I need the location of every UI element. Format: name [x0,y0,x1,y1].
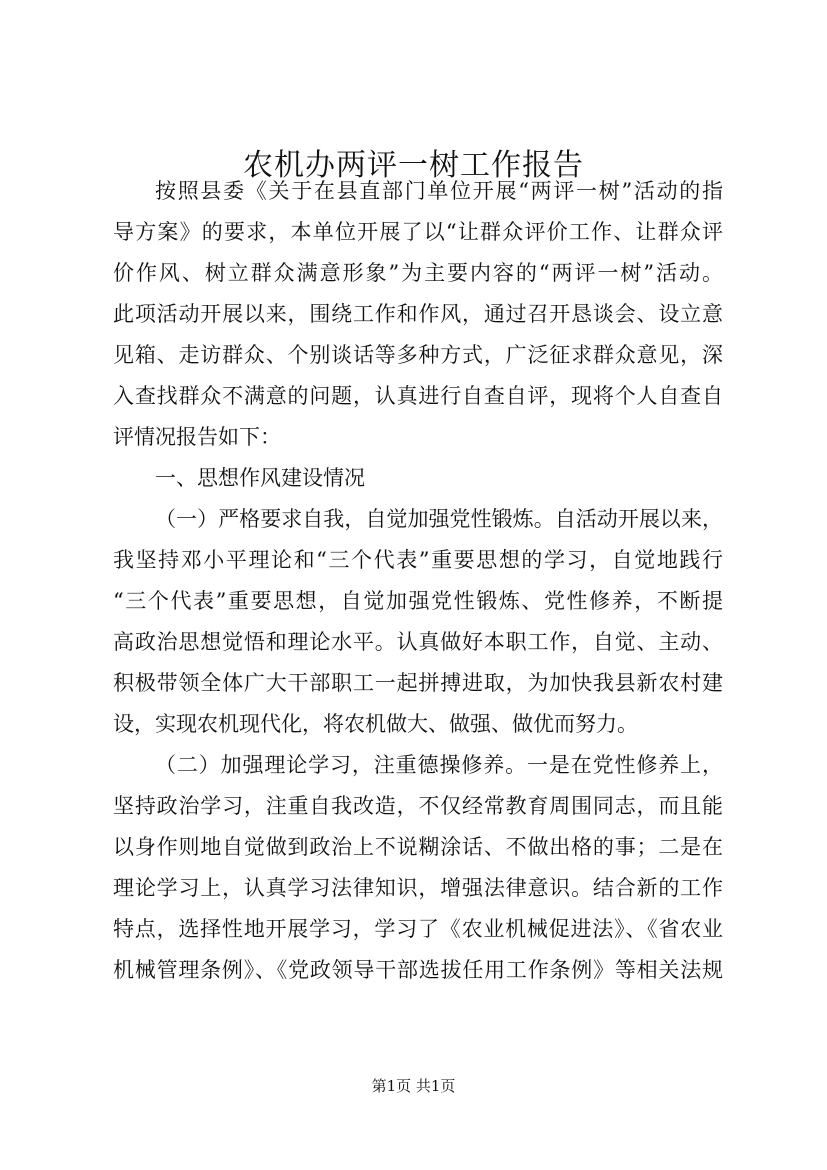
paragraph-line: 以身作则地自觉做到政治上不说糊涂话、不做出格的事；二是在 [113,835,723,859]
paragraph-line: 积极带领全体广大干部职工一起拼搏进取，为加快我县新农村建 [113,671,723,695]
paragraph-line: “三个代表”重要思想，自觉加强党性锻炼、党性修养，不断提 [113,589,723,613]
paragraph-line: 我坚持邓小平理论和“三个代表”重要思想的学习，自觉地践行 [113,548,723,572]
paragraph-line: 坚持政治学习，注重自我改造，不仅经常教育周围同志，而且能 [113,794,723,818]
paragraph-line: 此项活动开展以来，围绕工作和作风，通过召开恳谈会、设立意 [113,302,723,326]
paragraph-line: 见箱、走访群众、个别谈话等多种方式，广泛征求群众意见，深 [113,343,723,367]
page-footer: 第1页 共1页 [371,1077,456,1095]
document-title: 农机办两评一树工作报告 [243,148,584,183]
paragraph-line: （一）严格要求自我，自觉加强党性锻炼。自活动开展以来， [155,507,723,531]
paragraph-line: 价作风、树立群众满意形象”为主要内容的“两评一树”活动。 [113,261,723,285]
paragraph-line: 高政治思想觉悟和理论水平。认真做好本职工作，自觉、主动、 [113,630,723,654]
paragraph-line: 设，实现农机现代化，将农机做大、做强、做优而努力。 [113,712,638,736]
paragraph-line: 入查找群众不满意的问题，认真进行自查自评，现将个人自查自 [113,384,723,408]
paragraph-line: 理论学习上，认真学习法律知识，增强法律意识。结合新的工作 [113,876,723,900]
section-heading: 一、思想作风建设情况 [155,466,365,490]
paragraph-line: （二）加强理论学习，注重德操修养。一是在党性修养上， [155,753,723,777]
paragraph-line: 特点，选择性地开展学习，学习了《农业机械促进法》、《省农业 [113,917,723,941]
paragraph-line: 按照县委《关于在县直部门单位开展“两评一树”活动的指 [155,179,723,203]
paragraph-line: 导方案》的要求，本单位开展了以“让群众评价工作、让群众评 [113,220,723,244]
paragraph-line: 机械管理条例》、《党政领导干部选拔任用工作条例》等相关法规 [113,958,723,982]
paragraph-line: 评情况报告如下： [113,425,281,449]
